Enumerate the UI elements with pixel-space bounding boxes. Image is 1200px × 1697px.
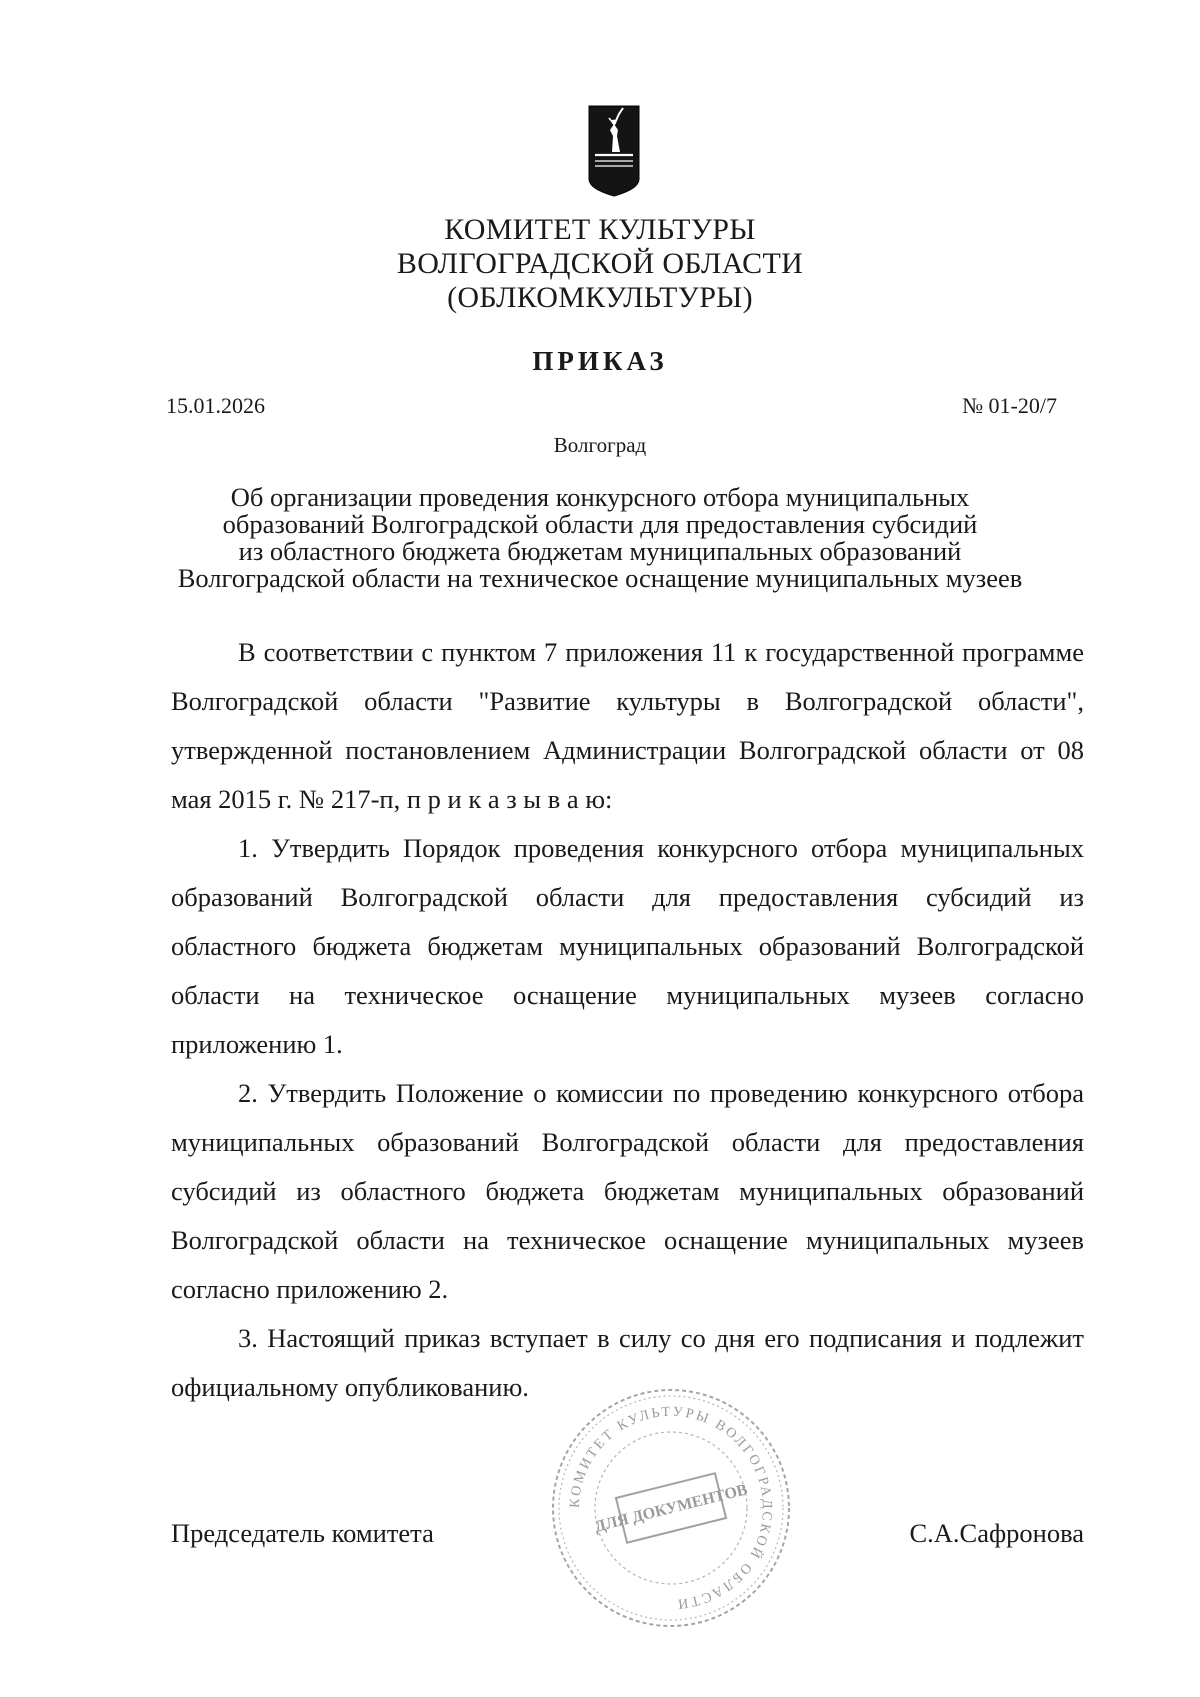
body-paragraph-preamble: В соответствии с пунктом 7 приложения 11 к государственной программе Волгоградской области "Развитие культуры в Волгоградской области", утвержденной постановлением Администрации Волгоградской области от 08 мая 2015 г. № 217-п, п р и к а з ы в а ю:	[171, 637, 1084, 814]
signatory-name: С.А.Сафронова	[909, 1518, 1084, 1548]
subject-line: из областного бюджета бюджетам муниципальных образований	[238, 536, 962, 566]
stamp-center-text: ДЛЯ ДОКУМЕНТОВ	[593, 1481, 750, 1536]
body-paragraph-item-1: 1. Утвердить Порядок проведения конкурсного отбора муниципальных образований Волгоградской области для предоставления субсидий из областного бюджета бюджетам муниципальных образований Волгоградской области на техническое оснащение муниципальных музеев согласно приложению 1.	[171, 833, 1084, 1059]
subject-line: Об организации проведения конкурсного отбора муниципальных	[230, 482, 970, 512]
body-paragraph-item-3: 3. Настоящий приказ вступает в силу со дня его подписания и подлежит официальному опубликованию.	[171, 1323, 1084, 1402]
subject-line: образований Волгоградской области для предоставления субсидий	[222, 509, 978, 539]
document-city: Волгоград	[553, 433, 647, 457]
organization-name-line-1: КОМИТЕТ КУЛЬТУРЫ	[444, 213, 756, 246]
document-date: 15.01.2026	[166, 393, 265, 418]
official-seal-stamp	[548, 1385, 794, 1631]
signatory-role: Председатель комитета	[171, 1518, 434, 1548]
organization-short-name: (ОБЛКОМКУЛЬТУРЫ)	[447, 281, 753, 314]
document-subject	[150, 484, 1050, 592]
stamp-ring-text: КОМИТЕТ КУЛЬТУРЫ ВОЛГОГРАДСКОЙ ОБЛАСТИ	[567, 1404, 775, 1612]
subject-line: Волгоградской области на техническое оснащение муниципальных музеев	[177, 563, 1023, 593]
document-type-heading: ПРИКАЗ	[532, 346, 668, 376]
organization-name-line-2: ВОЛГОГРАДСКОЙ ОБЛАСТИ	[396, 247, 804, 280]
volgograd-coat-of-arms-icon	[588, 105, 640, 197]
body-paragraph-item-2: 2. Утвердить Положение о комиссии по проведению конкурсного отбора муниципальных образований Волгоградской области для предоставления субсидий из областного бюджета бюджетам муниципальных образований Волгоградской области на техническое оснащение муниципальных музеев согласно приложению 2.	[171, 1078, 1084, 1304]
document-number: № 01-20/7	[962, 393, 1057, 418]
document-body	[171, 628, 1084, 1412]
